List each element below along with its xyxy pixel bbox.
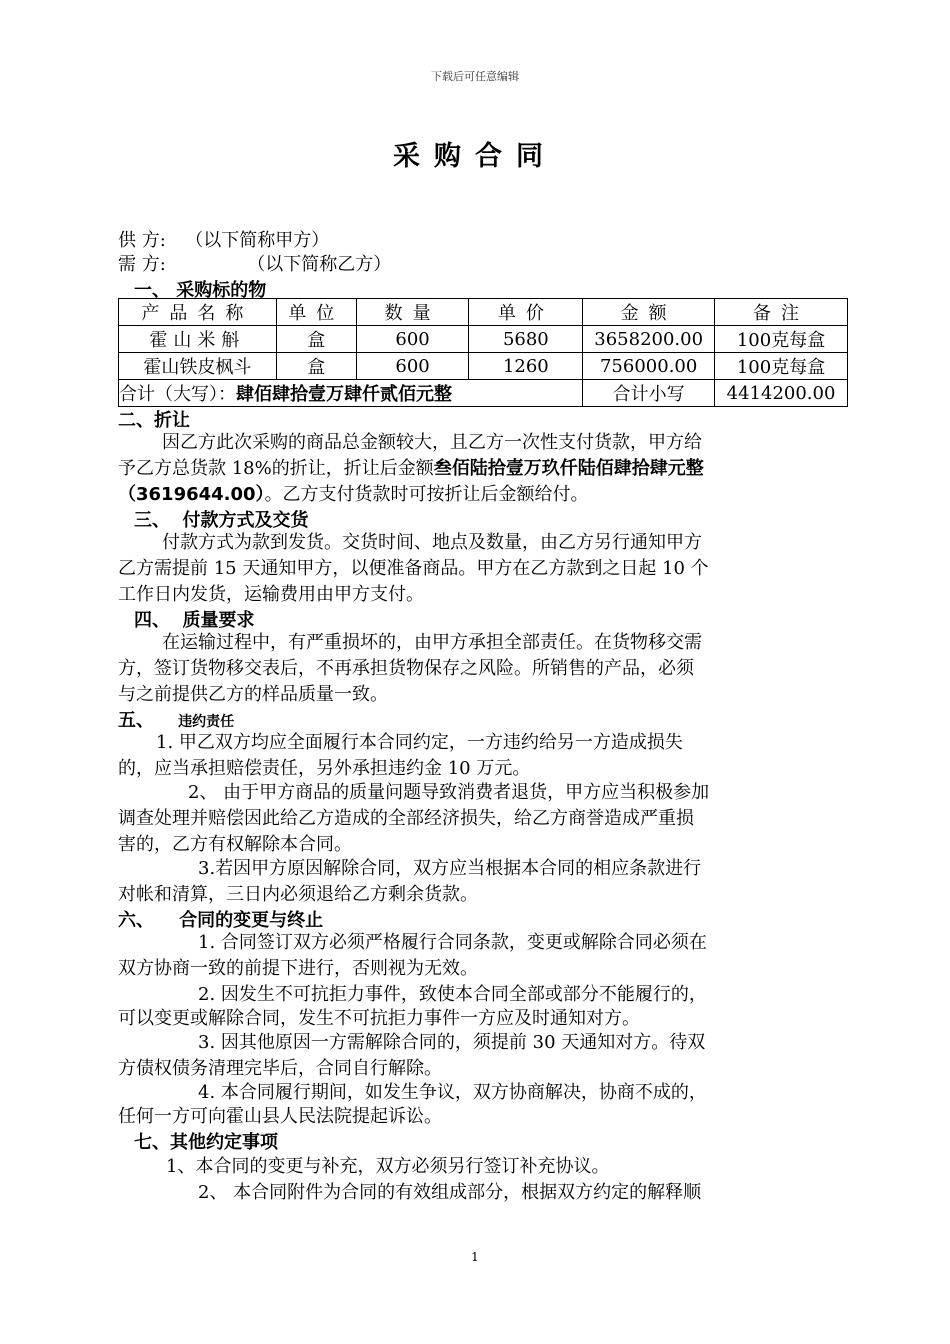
total-small-amount: 4414200.00 <box>715 380 848 407</box>
table-row <box>119 353 848 380</box>
supplier-note: （以下简称甲方） <box>185 230 330 251</box>
table-header-cell: 产品名称 <box>119 299 277 326</box>
section-6-line: 可以变更或解除合同，发生不可抗拒力事件一方应及时通知对方。 <box>118 1008 640 1029</box>
supplier-line <box>118 226 329 252</box>
discounted-amount-upper: 叁佰陆拾壹万玖仟陆佰肆拾肆元整 <box>433 458 704 479</box>
table-cell: 盒 <box>276 353 356 380</box>
section-5-line: 对帐和清算，三日内必须退给乙方剩余货款。 <box>118 884 478 905</box>
section-6-line: 3. 因其他原因一方需解除合同的，须提前 30 天通知对方。待双 <box>198 1032 706 1053</box>
table-cell: 1260 <box>469 353 583 380</box>
table-cell: 3658200.00 <box>583 326 715 353</box>
table-cell: 霍山米斛 <box>119 326 277 353</box>
table-header-cell: 单位 <box>276 299 356 326</box>
section-3-line: 乙方需提前 15 天通知甲方，以便准备商品。甲方在乙方款到之日起 10 个 <box>118 558 709 579</box>
table-cell: 霍山铁皮枫斗 <box>119 353 277 380</box>
section-5-line: 2、 由于甲方商品的质量问题导致消费者退货，甲方应当积极参加 <box>188 782 710 803</box>
total-label: 合计（大写）： <box>119 384 236 405</box>
section-6-line: 4. 本合同履行期间，如发生争议，双方协商解决，协商不成的， <box>198 1082 707 1103</box>
document-title: 采购合同 <box>393 141 557 172</box>
section-5-number: 五、 <box>118 710 154 731</box>
table-row <box>119 326 848 353</box>
section-5-line: 的，应当承担赔偿责任，另外承担违约金 10 万元。 <box>118 758 531 779</box>
buyer-note: （以下简称乙方） <box>247 254 392 275</box>
total-upper-amount: 肆佰肆拾壹万肆仟贰佰元整 <box>236 384 452 405</box>
section-4-line: 与之前提供乙方的样品质量一致。 <box>118 684 388 705</box>
section-4-title: 四、 质量要求 <box>134 610 255 631</box>
section-2-text: 。乙方支付货款时可按折让后金额给付。 <box>264 484 589 505</box>
section-6-line: 双方协商一致的前提下进行，否则视为无效。 <box>118 958 478 979</box>
table-header-cell: 备注 <box>715 299 848 326</box>
total-small-label: 合计小写 <box>583 380 715 407</box>
table-cell: 100克每盒 <box>715 326 848 353</box>
section-6-line: 2. 因发生不可抗拒力事件，致使本合同全部或部分不能履行的， <box>198 984 707 1005</box>
section-7-title: 七、其他约定事项 <box>134 1132 278 1153</box>
buyer-line <box>118 250 391 276</box>
table-cell: 5680 <box>469 326 583 353</box>
table-header-cell: 数量 <box>356 299 469 326</box>
total-upper-cell <box>119 380 583 407</box>
section-7-line: 2、 本合同附件为合同的有效组成部分，根据双方约定的解释顺 <box>198 1182 702 1203</box>
section-6-title: 六、 合同的变更与终止 <box>118 910 324 931</box>
table-header-cell: 单价 <box>469 299 583 326</box>
section-2-title: 二、折让 <box>118 410 190 431</box>
table-cell: 600 <box>356 326 469 353</box>
section-7-line: 1、本合同的变更与补充，双方必须另行签订补充协议。 <box>166 1156 610 1177</box>
section-6-line: 方债权债务清理完毕后，合同自行解除。 <box>118 1058 442 1079</box>
header-note: 下载后可任意编辑 <box>431 70 519 83</box>
section-5-title <box>118 706 234 732</box>
section-5-line: 1. 甲乙双方均应全面履行本合同约定，一方违约给另一方造成损失 <box>156 732 683 753</box>
section-2-text: 予乙方总货款 18%的折让，折让后金额 <box>118 458 434 479</box>
section-5-text: 违约责任 <box>178 714 235 730</box>
table-header-cell: 金额 <box>583 299 715 326</box>
table-cell: 100克每盒 <box>715 353 848 380</box>
section-2-line <box>118 482 589 508</box>
section-5-line: 调查处理并赔偿因此给乙方造成的全部经济损失，给乙方商誉造成严重损 <box>118 808 694 829</box>
table-total-row <box>119 380 848 407</box>
page-number: 1 <box>471 1250 479 1264</box>
supplier-label: 供 方: <box>118 230 166 251</box>
section-4-line: 方，签订货物移交表后，不再承担货物保存之风险。所销售的产品，必须 <box>118 658 694 679</box>
section-2-line: 因乙方此次采购的商品总金额较大，且乙方一次性支付货款，甲方给 <box>162 432 702 453</box>
table-header-row <box>119 299 848 326</box>
section-4-line: 在运输过程中，有严重损坏的，由甲方承担全部责任。在货物移交需 <box>162 632 702 653</box>
section-5-line: 3.若因甲方原因解除合同，双方应当根据本合同的相应条款进行 <box>198 858 702 879</box>
section-3-title: 三、 付款方式及交货 <box>134 510 309 531</box>
buyer-label: 需 方: <box>118 254 166 275</box>
section-3-line: 工作日内发货，运输费用由甲方支付。 <box>118 584 424 605</box>
section-3-line: 付款方式为款到发货。交货时间、地点及数量，由乙方另行通知甲方 <box>162 532 702 553</box>
section-5-line: 害的，乙方有权解除本合同。 <box>118 834 352 855</box>
section-1-title: 一、 采购标的物 <box>134 280 267 301</box>
items-table <box>118 298 848 407</box>
table-cell: 600 <box>356 353 469 380</box>
table-cell: 盒 <box>276 326 356 353</box>
section-6-line: 任何一方可向霍山县人民法院提起诉讼。 <box>118 1106 442 1127</box>
discounted-amount-small: （3619644.00） <box>118 484 265 505</box>
section-2-line <box>118 456 704 482</box>
table-cell: 756000.00 <box>583 353 715 380</box>
section-6-line: 1. 合同签订双方必须严格履行合同条款，变更或解除合同必须在 <box>198 932 707 953</box>
